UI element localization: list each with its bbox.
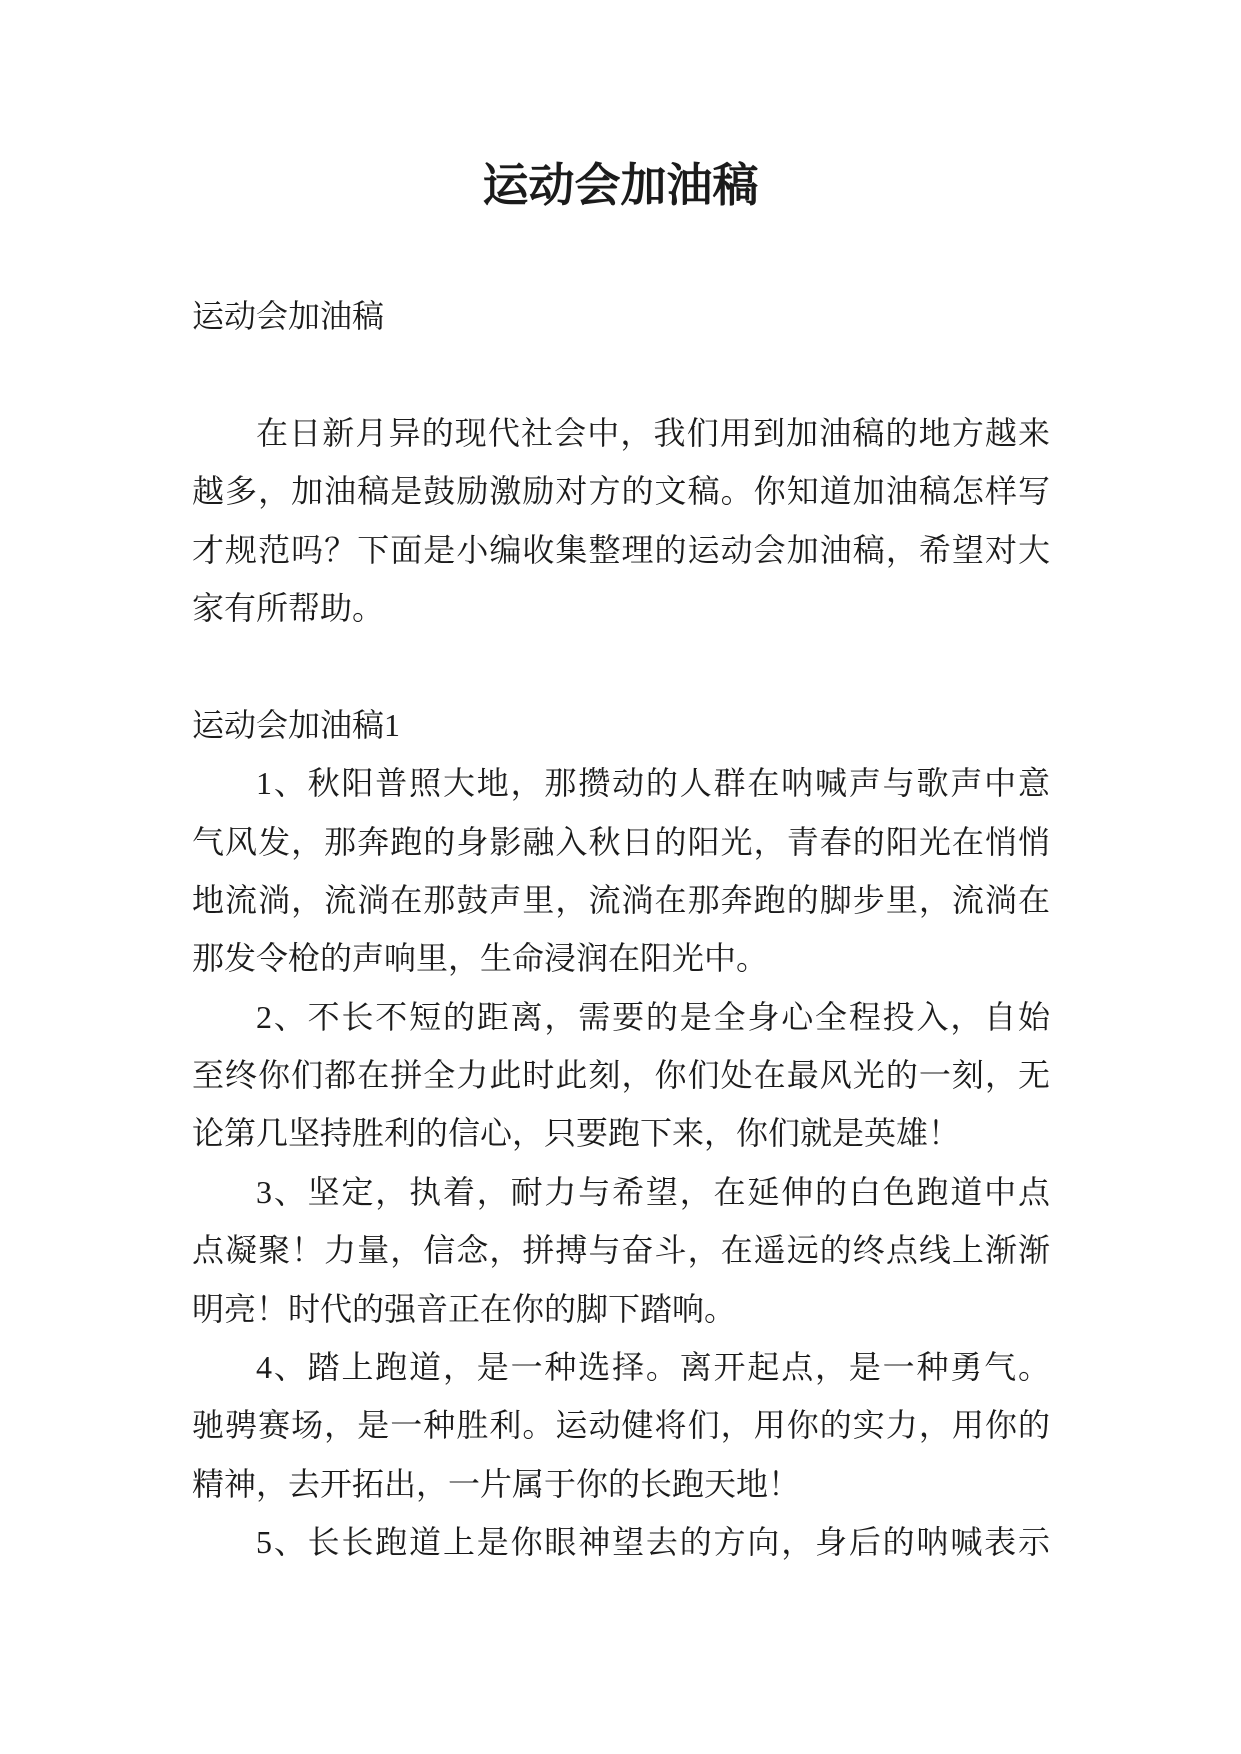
cheer-item-1: [192, 754, 1050, 988]
cheer-item-4: [192, 1338, 1050, 1513]
paragraph-line: 家有所帮助。: [192, 589, 385, 626]
cheer-item-3: [192, 1163, 1050, 1338]
paragraph-line: 4、踏上跑道，是一种选择。离开起点，是一种勇气。: [256, 1349, 1050, 1386]
paragraph-line: 地流淌，流淌在那鼓声里，流淌在那奔跑的脚步里，流淌在: [192, 881, 1050, 918]
paragraph-line: 才规范吗？下面是小编收集整理的运动会加油稿，希望对大: [192, 531, 1050, 568]
document-title: 运动会加油稿: [482, 159, 759, 211]
paragraph-line: 5、长长跑道上是你眼神望去的方向，身后的呐喊表示: [256, 1524, 1050, 1561]
paragraph-line: 越多，加油稿是鼓励激励对方的文稿。你知道加油稿怎样写: [192, 473, 1050, 510]
section-heading: 运动会加油稿1: [192, 706, 401, 743]
paragraph-line: 气风发，那奔跑的身影融入秋日的阳光，青春的阳光在悄悄: [192, 823, 1050, 860]
paragraph-line: 至终你们都在拼全力此时此刻，你们处在最风光的一刻，无: [192, 1057, 1050, 1094]
paragraph-line: 论第几坚持胜利的信心，只要跑下来，你们就是英雄！: [192, 1115, 961, 1152]
paragraph-line: 精神，去开拓出，一片属于你的长跑天地！: [192, 1465, 801, 1502]
document-body: [192, 287, 1050, 1572]
paragraph-line: 那发令枪的声响里，生命浸润在阳光中。: [192, 940, 769, 977]
paragraph-line: 明亮！时代的强音正在你的脚下踏响。: [192, 1290, 737, 1327]
paragraph-line: 1、秋阳普照大地，那攒动的人群在呐喊声与歌声中意: [256, 765, 1050, 802]
cheer-item-2: [192, 988, 1050, 1163]
paragraph-line: 3、坚定，执着，耐力与希望，在延伸的白色跑道中点: [256, 1173, 1050, 1210]
cheer-item-5: [192, 1513, 1050, 1571]
paragraph-line: 驰骋赛场，是一种胜利。运动健将们，用你的实力，用你的: [192, 1407, 1050, 1444]
paragraph-line: 在日新月异的现代社会中，我们用到加油稿的地方越来: [256, 414, 1050, 451]
paragraph-line: 点凝聚！力量，信念，拼搏与奋斗，在遥远的终点线上渐渐: [192, 1232, 1050, 1269]
intro-paragraph: [192, 404, 1050, 638]
document-subtitle: 运动会加油稿: [192, 298, 385, 334]
paragraph-line: 2、不长不短的距离，需要的是全身心全程投入，自始: [256, 998, 1050, 1035]
